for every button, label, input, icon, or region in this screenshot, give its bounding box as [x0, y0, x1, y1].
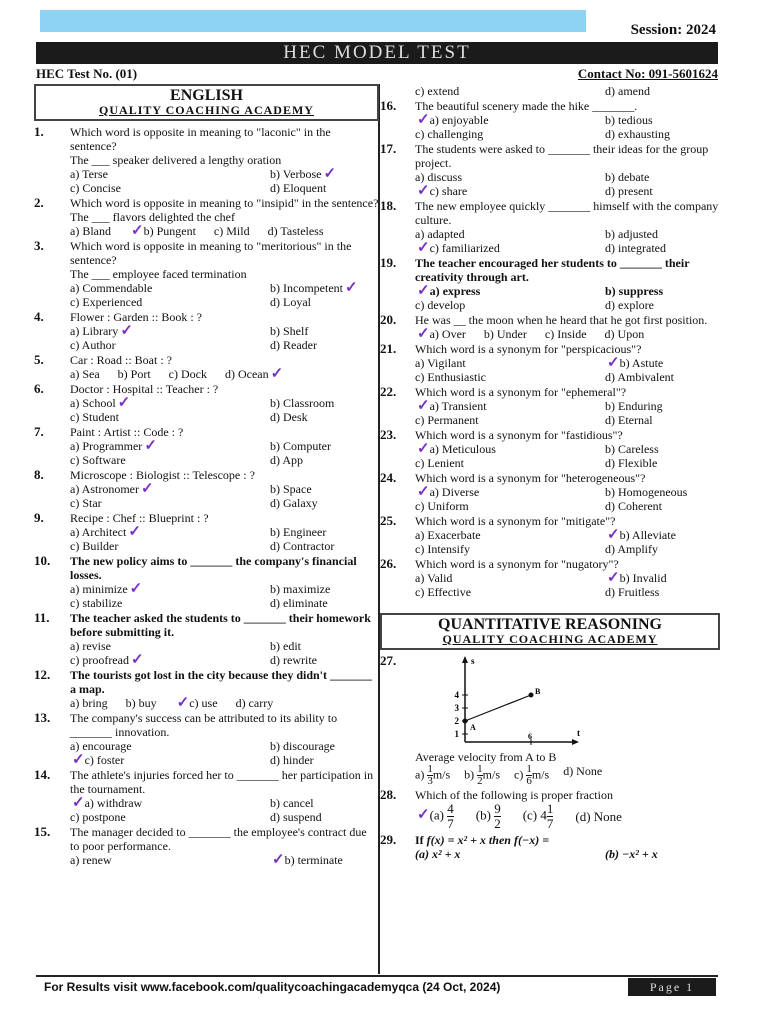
option-a[interactable]: a) Bland: [70, 224, 111, 238]
option-d[interactable]: d) amend: [605, 84, 650, 98]
question-text: Which of the following is proper fraction: [415, 788, 613, 802]
page-number: Page 1: [628, 978, 716, 996]
option-c[interactable]: c) develop: [415, 298, 466, 312]
question-17: [380, 142, 720, 198]
question-number: 18.: [380, 198, 397, 213]
question-number: 9.: [34, 510, 44, 525]
option-a[interactable]: a) Astronomer ✓: [70, 481, 154, 497]
question-number: 8.: [34, 467, 44, 482]
test-number: HEC Test No. (01): [36, 66, 138, 81]
contact-number: Contact No: 091-5601624: [577, 66, 718, 81]
option-d[interactable]: d) Contractor: [270, 539, 335, 553]
option-b[interactable]: ✓b) Alleviate: [607, 527, 676, 543]
question-number: 20.: [380, 312, 397, 327]
option-d[interactable]: d) carry: [235, 696, 274, 710]
option-c[interactable]: c) Inside: [544, 327, 587, 341]
question-text: If f(x) = x² + x then f(−x) =: [415, 833, 550, 847]
question-text: Which word is opposite in meaning to "insipid" in the sentence?: [70, 196, 379, 210]
option-c[interactable]: c) Experienced: [70, 295, 143, 309]
quant-subtitle: QUALITY COACHING ACADEMY: [442, 632, 658, 646]
top-highlight-bar: [40, 10, 586, 32]
option-d[interactable]: d) hinder: [270, 753, 314, 767]
check-mark-icon: ✓: [417, 283, 430, 299]
option-c[interactable]: c) Mild: [213, 224, 250, 238]
option-a[interactable]: a) revise: [70, 639, 111, 653]
question-19: [380, 256, 720, 312]
option-b[interactable]: (b) $\frac{9}{2}$: [475, 801, 501, 831]
option-b[interactable]: b) cancel: [270, 796, 314, 810]
question-18: [380, 199, 720, 255]
question-text: Which word is a synonym for "mitigate"?: [415, 514, 616, 528]
option-a[interactable]: a) Exacerbate: [415, 528, 481, 542]
option-c[interactable]: c) challenging: [415, 127, 484, 141]
question-number: 7.: [34, 424, 44, 439]
option-c[interactable]: c) Software: [70, 453, 126, 467]
option-d[interactable]: d) integrated: [605, 241, 666, 255]
x-axis-label: t: [577, 728, 580, 738]
option-b[interactable]: b) Port: [117, 367, 151, 381]
question-7: [34, 425, 379, 467]
check-mark-icon: ✓: [417, 240, 430, 256]
english-section-header: [34, 84, 379, 121]
option-a[interactable]: a) Architect ✓: [70, 524, 141, 540]
question-number: 23.: [380, 427, 397, 442]
question-number: 28.: [380, 787, 397, 802]
option-c[interactable]: c) stabilize: [70, 596, 123, 610]
option-b[interactable]: b) adjusted: [605, 227, 658, 241]
option-a[interactable]: ✓a) withdraw: [72, 795, 143, 811]
option-c[interactable]: c) Intensify: [415, 542, 470, 556]
option-c[interactable]: ✓c) familiarized: [417, 240, 500, 256]
velocity-graph: [415, 654, 720, 750]
question-3: [34, 239, 379, 309]
option-a[interactable]: a) Programmer ✓: [70, 438, 157, 454]
check-mark-icon: ✓: [176, 695, 190, 711]
option-b[interactable]: b) maximize: [270, 582, 331, 596]
question-5: [34, 353, 379, 381]
option-b[interactable]: b) Enduring: [605, 399, 663, 413]
question-number: 11.: [34, 610, 50, 625]
option-b[interactable]: b) Classroom: [270, 396, 335, 410]
check-mark-icon: ✓: [128, 524, 141, 540]
option-c[interactable]: ✓c) share: [417, 183, 468, 199]
option-c[interactable]: c) Enthusiastic: [415, 370, 486, 384]
option-d[interactable]: d) Eloquent: [270, 181, 327, 195]
test-title-banner: HEC MODEL TEST: [36, 42, 718, 64]
option-a[interactable]: a) Terse: [70, 167, 108, 181]
option-c[interactable]: c) Lenient: [415, 456, 464, 470]
option-a[interactable]: a) adapted: [415, 227, 465, 241]
option-d[interactable]: d) Flexible: [605, 456, 658, 470]
question-number: 17.: [380, 141, 397, 156]
check-mark-icon: ✓: [72, 752, 85, 768]
option-b[interactable]: ✓b) Pungent: [131, 223, 196, 239]
option-d[interactable]: d) Ambivalent: [605, 370, 674, 384]
question-number: 2.: [34, 195, 44, 210]
check-mark-icon: ✓: [607, 355, 620, 371]
option-a[interactable]: a) Valid: [415, 571, 453, 585]
check-mark-icon: ✓: [417, 807, 430, 824]
option-d[interactable]: d) suspend: [270, 810, 322, 824]
question-number: 22.: [380, 384, 397, 399]
check-mark-icon: ✓: [72, 795, 85, 811]
option-b[interactable]: (b) −x² + x: [605, 847, 658, 861]
question-text: Which word is a synonym for "fastidious"?: [415, 428, 623, 442]
quant-section-header: [380, 613, 720, 650]
question-number: 15.: [34, 824, 51, 839]
option-d[interactable]: d) Tasteless: [267, 224, 324, 238]
option-d[interactable]: d) eliminate: [270, 596, 328, 610]
question-number: 21.: [380, 341, 397, 356]
option-a[interactable]: a) Vigilant: [415, 356, 466, 370]
option-c[interactable]: c) extend: [415, 84, 460, 98]
check-mark-icon: ✓: [417, 326, 430, 342]
check-mark-icon: ✓: [417, 484, 430, 500]
option-a[interactable]: a) encourage: [70, 739, 132, 753]
question-23: [380, 428, 720, 470]
check-mark-icon: ✓: [130, 652, 144, 668]
y-tick-label: 2: [454, 716, 459, 726]
question-4: [34, 310, 379, 352]
point-a-label: A: [470, 723, 476, 732]
option-a[interactable]: a) bring: [70, 696, 108, 710]
question-2: [34, 196, 379, 238]
option-d[interactable]: d) Galaxy: [270, 496, 318, 510]
option-d[interactable]: d) None: [563, 764, 603, 778]
check-mark-icon: ✓: [140, 481, 154, 497]
option-c[interactable]: c) $\frac{1}{6}$ m/s: [514, 763, 550, 787]
option-b[interactable]: b) Space: [270, 482, 312, 496]
option-a[interactable]: ✓a) Diverse: [417, 484, 480, 500]
option-c[interactable]: c) proofread ✓: [70, 652, 144, 668]
option-d[interactable]: d) Desk: [270, 410, 308, 424]
option-b[interactable]: b) tedious: [605, 113, 653, 127]
question-20: [380, 313, 720, 341]
point-b-label: B: [535, 687, 541, 696]
option-b[interactable]: b) Incompetent ✓: [270, 280, 358, 296]
option-a[interactable]: a) $\frac{1}{3}$ m/s: [415, 763, 451, 787]
option-a[interactable]: a) discuss: [415, 170, 462, 184]
question-number: 27.: [380, 653, 397, 668]
check-mark-icon: ✓: [270, 366, 284, 382]
check-mark-icon: ✓: [323, 166, 337, 182]
question-text: Which word is opposite in meaning to "meritorious" in the sentence?: [70, 239, 352, 267]
question-text: The students were asked to _______ their ideas for the group project.: [415, 142, 709, 170]
question-25: [380, 514, 720, 556]
option-a[interactable]: ✓a) Meticulous: [417, 441, 496, 457]
question-text: Which word is a synonym for "ephemeral"?: [415, 385, 627, 399]
question-number: 13.: [34, 710, 51, 725]
question-text: The teacher asked the students to _______ their homework before submitting it.: [70, 611, 371, 639]
point-b: [529, 693, 534, 698]
check-mark-icon: ✓: [344, 280, 358, 296]
check-mark-icon: ✓: [417, 441, 430, 457]
option-d[interactable]: d) Fruitless: [605, 585, 660, 599]
question-text: The manager decided to _______ the employee's contract due to poor performance.: [70, 825, 367, 853]
question-number: 6.: [34, 381, 44, 396]
session-label: Session: 2024: [630, 22, 716, 38]
question-number: 5.: [34, 352, 44, 367]
question-text: Microscope : Biologist :: Telescope : ?: [70, 468, 255, 482]
question-11: [34, 611, 379, 667]
footer-divider: [36, 975, 718, 977]
option-b[interactable]: b) Verbose ✓: [270, 166, 337, 182]
question-text: The new policy aims to _______ the company's financial losses.: [70, 554, 357, 582]
question-text: Which word is opposite in meaning to "laconic" in the sentence?: [70, 125, 331, 153]
y-axis-arrow-icon: [462, 656, 468, 663]
option-a[interactable]: a) Commendable: [70, 281, 153, 295]
question-text: The athlete's injuries forced her to _______ her participation in the tournament.: [70, 768, 374, 796]
question-text: Car : Road :: Boat : ?: [70, 353, 172, 367]
option-d[interactable]: d) Loyal: [270, 295, 311, 309]
question-14: [34, 768, 379, 824]
question-number: 24.: [380, 470, 397, 485]
question-28: [380, 788, 720, 831]
question-1: [34, 125, 379, 195]
option-a[interactable]: a) minimize ✓: [70, 581, 143, 597]
option-a[interactable]: a) Sea: [70, 367, 100, 381]
check-mark-icon: ✓: [607, 570, 620, 586]
option-b[interactable]: b) Computer: [270, 439, 331, 453]
point-a: [463, 719, 468, 724]
option-c[interactable]: c) Star: [70, 496, 102, 510]
option-a[interactable]: a) School ✓: [70, 395, 131, 411]
option-d[interactable]: d) Upon: [604, 327, 645, 341]
option-d[interactable]: d) Reader: [270, 338, 317, 352]
english-subtitle: QUALITY COACHING ACADEMY: [99, 103, 314, 117]
question-text: The new employee quickly _______ himself with the company culture.: [415, 199, 719, 227]
check-mark-icon: ✓: [272, 852, 285, 868]
y-tick-label: 3: [454, 703, 459, 713]
option-b[interactable]: ✓b) Astute: [607, 355, 664, 371]
option-d[interactable]: d) Eternal: [605, 413, 653, 427]
question-15-continued: [380, 84, 720, 98]
question-text: Average velocity from A to B: [415, 750, 557, 764]
question-text: Flower : Garden :: Book : ?: [70, 310, 202, 324]
option-b[interactable]: b) suppress: [605, 284, 664, 298]
option-b[interactable]: b) Homogeneous: [605, 485, 688, 499]
x-tick-label: 6: [528, 732, 532, 741]
option-d[interactable]: d) present: [605, 184, 653, 198]
option-c[interactable]: ✓c) use: [176, 695, 218, 711]
question-13: [34, 711, 379, 767]
question-text: Doctor : Hospital :: Teacher : ?: [70, 382, 219, 396]
check-mark-icon: ✓: [607, 527, 620, 543]
option-d[interactable]: d) exhausting: [605, 127, 670, 141]
velocity-line: [465, 695, 531, 721]
check-mark-icon: ✓: [417, 398, 430, 414]
option-b[interactable]: b) edit: [270, 639, 301, 653]
option-d[interactable]: d) Coherent: [605, 499, 662, 513]
option-a[interactable]: ✓a) Over: [417, 326, 466, 342]
question-number: 10.: [34, 553, 51, 568]
question-8: [34, 468, 379, 510]
option-b[interactable]: b) Careless: [605, 442, 659, 456]
option-c[interactable]: c) Dock: [168, 367, 207, 381]
question-26: [380, 557, 720, 599]
option-b[interactable]: b) discourage: [270, 739, 335, 753]
option-c[interactable]: (c) 4 $\frac{1}{7}$: [522, 801, 554, 831]
option-d[interactable]: d) explore: [605, 298, 654, 312]
question-sentence: The ___ employee faced termination: [70, 267, 247, 281]
question-6: [34, 382, 379, 424]
question-text: The company's success can be attributed to its ability to _______ innovation.: [70, 711, 338, 739]
question-10: [34, 554, 379, 610]
question-text: The beautiful scenery made the hike _______.: [415, 99, 638, 113]
option-c[interactable]: ✓c) foster: [72, 752, 125, 768]
option-c[interactable]: c) Effective: [415, 585, 472, 599]
option-c[interactable]: c) Builder: [70, 539, 119, 553]
option-a[interactable]: a) renew: [70, 853, 112, 867]
question-number: 16.: [380, 98, 397, 113]
option-b[interactable]: ✓b) terminate: [272, 852, 343, 868]
quant-title: QUANTITATIVE REASONING: [438, 616, 662, 633]
question-text: Which word is a synonym for "perspicacious"?: [415, 342, 642, 356]
option-d[interactable]: d) Ocean ✓: [224, 366, 284, 382]
check-mark-icon: ✓: [144, 438, 157, 454]
question-24: [380, 471, 720, 513]
check-mark-icon: ✓: [117, 395, 131, 411]
question-text: Paint : Artist :: Code : ?: [70, 425, 184, 439]
option-c[interactable]: c) Author: [70, 338, 116, 352]
option-d[interactable]: (d) None: [575, 808, 622, 824]
question-text: The tourists got lost in the city because they didn't _______ a map.: [70, 668, 373, 696]
option-a[interactable]: ✓a) express: [417, 283, 481, 299]
option-a[interactable]: ✓(a) $\frac{4}{7}$: [417, 801, 454, 831]
question-number: 26.: [380, 556, 397, 571]
check-mark-icon: ✓: [417, 112, 430, 128]
right-column: [380, 84, 720, 862]
option-c[interactable]: c) Permanent: [415, 413, 479, 427]
question-21: [380, 342, 720, 384]
position-time-graph: [445, 654, 585, 750]
option-b[interactable]: b) $\frac{1}{2}$ m/s: [464, 763, 501, 787]
option-b[interactable]: b) debate: [605, 170, 650, 184]
option-a[interactable]: ✓a) Transient: [417, 398, 487, 414]
question-sentence: The ___ speaker delivered a lengthy oration: [70, 153, 282, 167]
check-mark-icon: ✓: [131, 223, 144, 239]
question-text: The teacher encouraged her students to _______ their creativity through art.: [415, 256, 690, 284]
check-mark-icon: ✓: [120, 323, 133, 339]
question-27: [380, 654, 720, 787]
y-tick-label: 1: [454, 729, 459, 739]
question-text: Which word is a synonym for "heterogeneous"?: [415, 471, 646, 485]
question-number: 12.: [34, 667, 51, 682]
y-tick-label: 4: [454, 690, 459, 700]
left-column: [34, 84, 379, 868]
y-axis-label: s: [471, 656, 475, 666]
question-text: He was __ the moon when he heard that he got first position.: [415, 313, 708, 327]
option-b[interactable]: b) Under: [483, 327, 527, 341]
option-b[interactable]: b) Shelf: [270, 324, 309, 338]
question-sentence: The ___ flavors delighted the chef: [70, 210, 235, 224]
x-axis-arrow-icon: [572, 739, 579, 745]
question-number: 14.: [34, 767, 51, 782]
footer-results-link[interactable]: For Results visit www.facebook.com/qualitycoachingacademyqca (24 Oct, 2024): [44, 980, 501, 994]
option-d[interactable]: d) Amplify: [605, 542, 658, 556]
question-29: [380, 833, 720, 861]
option-c[interactable]: c) postpone: [70, 810, 126, 824]
option-b[interactable]: b) buy: [125, 696, 157, 710]
option-a[interactable]: a) Library ✓: [70, 323, 133, 339]
question-number: 4.: [34, 309, 44, 324]
option-a[interactable]: (a) x² + x: [415, 847, 461, 861]
option-c[interactable]: c) Concise: [70, 181, 121, 195]
question-number: 19.: [380, 255, 397, 270]
question-12: [34, 668, 379, 710]
option-c[interactable]: c) Student: [70, 410, 119, 424]
question-number: 29.: [380, 832, 397, 847]
option-d[interactable]: d) App: [270, 453, 303, 467]
option-b[interactable]: ✓b) Invalid: [607, 570, 667, 586]
question-number: 3.: [34, 238, 44, 253]
question-22: [380, 385, 720, 427]
question-number: 1.: [34, 124, 44, 139]
english-title: ENGLISH: [170, 87, 243, 104]
question-text: Recipe : Chef :: Blueprint : ?: [70, 511, 209, 525]
question-9: [34, 511, 379, 553]
option-a[interactable]: ✓a) enjoyable: [417, 112, 489, 128]
question-15: [34, 825, 379, 867]
question-16: [380, 99, 720, 141]
question-text: Which word is a synonym for "nugatory"?: [415, 557, 619, 571]
option-d[interactable]: d) rewrite: [270, 653, 317, 667]
option-b[interactable]: b) Engineer: [270, 525, 327, 539]
check-mark-icon: ✓: [417, 183, 430, 199]
check-mark-icon: ✓: [129, 581, 143, 597]
option-c[interactable]: c) Uniform: [415, 499, 469, 513]
question-number: 25.: [380, 513, 397, 528]
